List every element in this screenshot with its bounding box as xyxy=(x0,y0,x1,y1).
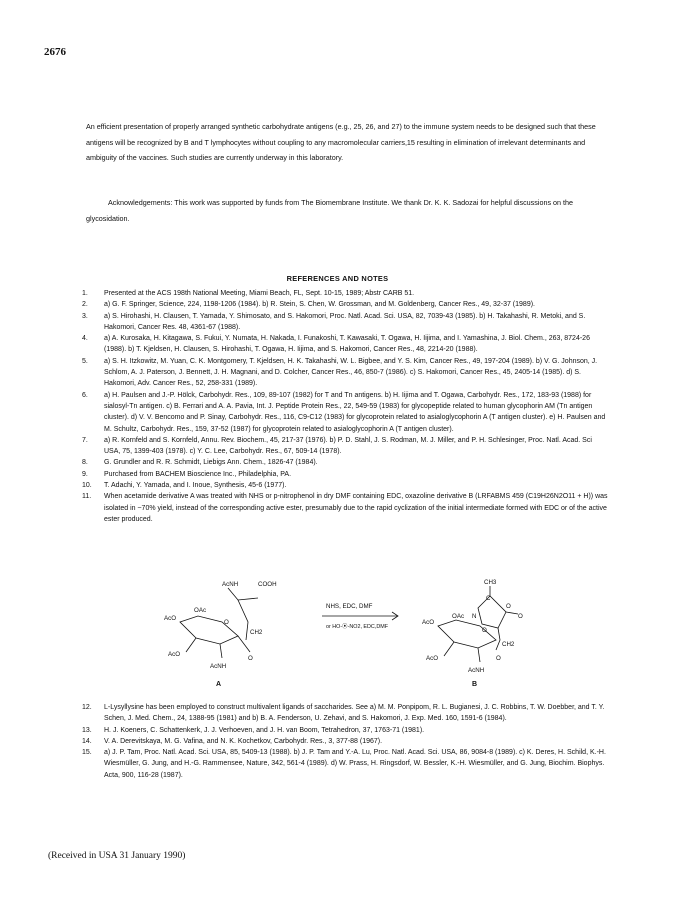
reference-number: 1. xyxy=(82,290,88,297)
side-chain-bond xyxy=(228,588,258,600)
sugar-ring-right xyxy=(438,620,496,648)
reference-text: a) S. H. Itzkowitz, M. Yuan, C. K. Montgomery, T. Kjeldsen, H. K. Takahashi, W. L. Bigbee, and Y. S. Kim, Cancer Res., 49, 197-204 (1989). b) V. G. Johnson, J. Schlom, A. J. Paterson, J. Bennett, J. H. Magnani, and D. Colcher, Cancer Res., 46, 850-7 (1986). c) S. Hakomori, Cancer Res., 45, 2405-14 (1985). d) S. Hakomori, Adv. Cancer Res., 52, 258-331 (1989). xyxy=(104,357,598,388)
reference-item xyxy=(82,299,608,310)
reference-item xyxy=(82,725,608,736)
reference-number: 5. xyxy=(82,357,88,365)
sugar-ring-left xyxy=(180,616,238,644)
n-ring-label: N xyxy=(472,613,477,620)
reference-text: When acetamide derivative A was treated with NHS or p-nitrophenol in dry DMF containing EDC, oxazoline derivative B (LRFABMS 459 (C19H26N2O11 + H)) was isolated in ~70% yield, instead of the corresponding active ester, presumably due to the rapid cyclization of the initial intermediate formed with EDC or of the active ester produced. xyxy=(104,493,608,523)
reference-number: 3. xyxy=(82,312,88,320)
acnh-right-bottom-label: AcNH xyxy=(468,667,485,674)
reference-text: V. A. Derevitskaya, M. G. Vafina, and N. K. Kochetkov, Carbohydr. Res., 3, 377-88 (1967). xyxy=(104,737,383,745)
reference-number: 9. xyxy=(82,470,88,478)
o-ring-right-label: O xyxy=(518,613,523,620)
reference-item xyxy=(82,390,608,435)
oxazoline-ring xyxy=(478,596,506,628)
acnh-left-bottom-label: AcNH xyxy=(210,663,227,670)
received-date: (Received in USA 31 January 1990) xyxy=(48,851,186,861)
reference-text: a) G. F. Springer, Science, 224, 1198-1206 (1984). b) R. Stein, S. Chen, W. Grossman, and M. Goldenberg, Cancer Res., 49, 32-37 (1989). xyxy=(104,301,535,309)
reference-number: 2. xyxy=(82,301,88,309)
references-heading: REFERENCES AND NOTES xyxy=(286,274,389,283)
aco-right-label: AcO xyxy=(422,619,435,626)
aco-left-label: AcO xyxy=(164,615,177,622)
reference-text: a) H. Paulsen and J.-P. Hölck, Carbohydr. Res., 109, 89-107 (1982) for T and Tn antigens. b) H. Iijima and T. Ogawa, Carbohydr. Res., 172, 183-93 (1988) for sialosyl-Tn antigen. c) B. Ferrari and A. A. Pavia, Int. J. Peptide Protein Res., 22, 549-59 (1983) for glycopeptide related to human glycophorin AM (Tn antigen cluster). d) V. V. Bencomo and P. Sinay, Carbohydr. Res., 116, C9-C12 (1983) for glycoprotein related to asialoglycophorin A (T antigen cluster). e) H. Paulsen and M. Schultz, Carbohydr. Res., 159, 37-52 (1987) for glycoprotein related to asialoglycophorin A (T antigen cluster). xyxy=(104,391,606,433)
reference-number: 6. xyxy=(82,391,88,399)
reference-text: a) A. Kurosaka, H. Kitagawa, S. Fukui, Y. Numata, H. Nakada, I. Funakoshi, T. Kawasaki, T. Ogawa, H. Iijima, and I. Yamashina, J. Biol. Chem., 263, 8724-26 (1988). b) T. Kjeldsen, H. Clausen, S. Hirohashi, T. Ogawa, H. Iijima, and S. Hakomori, Cancer Res., 48, 2214-20 (1988). xyxy=(104,335,590,354)
oac-left-label: OAc xyxy=(194,607,207,614)
reference-number: 8. xyxy=(82,459,88,467)
o-ring-top-label: O xyxy=(506,603,511,610)
reference-number: 11. xyxy=(82,493,92,501)
reagents-bottom-label: or HO-⦿-NO2, EDC,DMF xyxy=(326,624,388,630)
ch2-right-label: CH2 xyxy=(502,641,515,648)
ch2-left-label: CH2 xyxy=(250,629,263,636)
references-list-continued xyxy=(82,702,608,781)
reference-number: 12. xyxy=(82,704,92,711)
reference-item xyxy=(82,311,608,334)
reference-number: 15. xyxy=(82,749,92,757)
aco-left-bottom-label: AcO xyxy=(168,651,181,658)
references-list xyxy=(82,288,608,525)
reference-item xyxy=(82,457,608,468)
reference-item xyxy=(82,288,608,299)
reference-item xyxy=(82,356,608,390)
intro-paragraph: An efficient presentation of properly arranged synthetic carbohydrate antigens (e.g., 25, 26, and 27) to the immune system needs to be designed such that these antigens will be recognized by B and T lymphocytes without coupling to any macromolecular carriers,15 resulting in elimination of irrelevant determinants and ambiguity of the vaccines. Such studies are currently underway in this laboratory. xyxy=(86,122,596,162)
reference-number: 4. xyxy=(82,335,88,343)
reference-text: a) S. Hirohashi, H. Clausen, T. Yamada, Y. Shimosato, and S. Hakomori, Proc. Natl. Acad. Sci. USA, 82, 7039-43 (1985). b) H. Takahashi, R. Metoki, and S. Hakomori, Cancer Res. 48, 4361-67 (1988). xyxy=(104,312,586,331)
reference-number: 14. xyxy=(82,737,92,745)
reference-text: G. Grundler and R. R. Schmidt, Liebigs Ann. Chem., 1826-47 (1984). xyxy=(104,459,318,467)
ch3-label: CH3 xyxy=(484,579,497,586)
reference-item xyxy=(82,480,608,491)
c-ring-label: C xyxy=(486,595,491,602)
reference-number: 13. xyxy=(82,726,92,734)
aco-right-bottom-label: AcO xyxy=(426,655,439,662)
reference-text: a) R. Kornfeld and S. Kornfeld, Annu. Rev. Biochem., 45, 217-37 (1976). b) P. D. Stahl, J. S. Rodman, M. J. Miller, and P. H. Schlesinger, Proc. Natl. Acad. Sci USA, 75, 1399-403 (1978). c) Y. C. Lee, Carbohydr. Res., 67, 509-14 (1978). xyxy=(104,436,592,456)
o-right-label: O xyxy=(482,627,487,634)
o-left-label: O xyxy=(224,619,229,626)
reference-text: T. Adachi, Y. Yamada, and I. Inoue, Synthesis, 45-6 (1977). xyxy=(104,482,287,490)
acnh-top-label: AcNH xyxy=(222,581,239,588)
compound-a-label: A xyxy=(216,681,222,688)
reference-item xyxy=(82,702,608,725)
reference-text: H. J. Koeners, C. Schattenkerk, J. J. Verhoeven, and J. H. van Boom, Tetrahedron, 37, 1763-71 (1981). xyxy=(104,726,425,734)
cooh-label: COOH xyxy=(258,581,277,588)
reference-item xyxy=(82,333,608,356)
reference-number: 7. xyxy=(82,436,88,444)
reagents-top-label: NHS, EDC, DMF xyxy=(326,603,373,610)
compound-b-label: B xyxy=(472,681,478,688)
ch2-bond xyxy=(238,600,248,640)
reference-item xyxy=(82,491,608,525)
o-left-bottom-label: O xyxy=(248,655,253,662)
o-right-bottom-label: O xyxy=(496,655,501,662)
reference-text: L-Lysyllysine has been employed to construct multivalent ligands of saccharides. See a) M. M. Ponpipom, R. L. Bugianesi, J. C. Robbins, T. W. Doebber, and T. Y. Schen, J. Med. Chem., 24, 1388-95 (1981) and b) B. A. Fenderson, U. Zehavi, and S. Hakomori, J. Exp. Med. 160, 1591-6 (1984). xyxy=(104,704,605,723)
reference-item xyxy=(82,435,608,458)
acknowledgements-paragraph: Acknowledgements: This work was supported by funds from The Biomembrane Institute. We thank Dr. K. K. Sadozai for helpful discussions on the glycosidation. xyxy=(86,198,574,223)
reference-text: Presented at the ACS 198th National Meeting, Miami Beach, FL, Sept. 10-15, 1989; Abstr CARB 51. xyxy=(104,290,415,297)
reference-number: 10. xyxy=(82,482,92,490)
reference-item xyxy=(82,469,608,480)
reference-item xyxy=(82,747,608,781)
reference-text: a) J. P. Tam, Proc. Natl. Acad. Sci. USA, 85, 5409-13 (1988). b) J. P. Tam and Y.-A. Lu, Proc. Natl. Acad. Sci. USA, 86, 9084-8 (1989). c) K. Deres, H. Schild, K.-H. Wiesmüller, G. Jung, and H.-G. Rammensee, Nature, 342, 561-4 (1989). d) W. Prass, H. Ringsdorf, W. Bessler, K.-H. Wiesmüller, and G. Jung, Biochim. Biophys. Acta, 900, 116-28 (1987). xyxy=(104,749,606,779)
page-number: 2676 xyxy=(44,46,66,58)
reference-text: Purchased from BACHEM Bioscience Inc., Philadelphia, PA. xyxy=(104,470,292,478)
reference-item xyxy=(82,736,608,747)
oxazoline-reaction-diagram xyxy=(150,578,590,688)
oac-right-label: OAc xyxy=(452,613,465,620)
